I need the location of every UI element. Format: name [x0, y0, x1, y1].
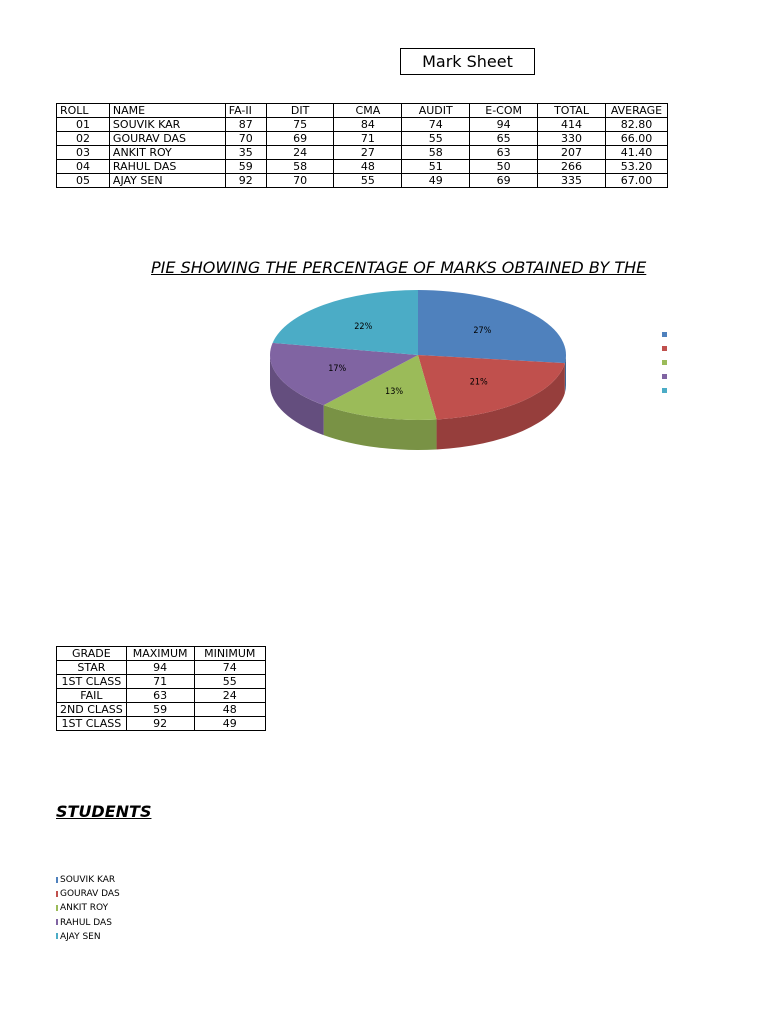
table-cell: 65: [470, 132, 538, 146]
pie-slice-label: 17%: [328, 363, 347, 374]
marks-table: [56, 103, 668, 188]
table-cell: 266: [538, 160, 606, 174]
table-cell: 01: [57, 118, 110, 132]
student-name: ANKIT ROY: [60, 903, 109, 914]
pie-slice-label: 13%: [385, 387, 404, 398]
table-cell: 03: [57, 146, 110, 160]
table-cell: 55: [402, 132, 470, 146]
table-cell: 63: [126, 689, 194, 703]
student-marker: [56, 905, 58, 911]
table-cell: 49: [194, 717, 265, 731]
table-cell: 67.00: [605, 174, 667, 188]
student-item: [56, 887, 120, 901]
table-cell: 48: [334, 160, 402, 174]
table-cell: 58: [402, 146, 470, 160]
table-cell: 58: [266, 160, 334, 174]
legend-swatch: [662, 374, 667, 379]
student-item: [56, 873, 120, 887]
table-header-row: [57, 104, 668, 118]
student-item: [56, 901, 120, 915]
table-cell: 82.80: [605, 118, 667, 132]
table-header-row: [57, 647, 266, 661]
table-cell: STAR: [57, 661, 127, 675]
student-name: SOUVIK KAR: [60, 875, 116, 885]
table-cell: 92: [126, 717, 194, 731]
students-heading: STUDENTS: [56, 802, 152, 821]
table-cell: 69: [266, 132, 334, 146]
student-name: RAHUL DAS: [60, 917, 112, 928]
student-marker: [56, 877, 58, 883]
students-list: [56, 873, 120, 944]
table-cell: 24: [194, 689, 265, 703]
table-cell: 49: [402, 174, 470, 188]
table-row: [57, 174, 668, 188]
table-cell: 66.00: [605, 132, 667, 146]
table-cell: 70: [266, 174, 334, 188]
header-cell: MINIMUM: [194, 647, 265, 661]
student-marker: [56, 919, 58, 925]
header-cell: MAXIMUM: [126, 647, 194, 661]
table-cell: 05: [57, 174, 110, 188]
table-cell: RAHUL DAS: [109, 160, 225, 174]
header-cell: NAME: [109, 104, 225, 118]
header-cell: E-COM: [470, 104, 538, 118]
table-cell: 70: [225, 132, 266, 146]
table-row: [57, 118, 668, 132]
header-cell: AVERAGE: [605, 104, 667, 118]
table-cell: 24: [266, 146, 334, 160]
pie-slice-label: 27%: [473, 326, 492, 337]
table-cell: 84: [334, 118, 402, 132]
pie-chart: [255, 280, 575, 490]
table-cell: 04: [57, 160, 110, 174]
table-cell: 51: [402, 160, 470, 174]
table-cell: 94: [126, 661, 194, 675]
table-cell: AJAY SEN: [109, 174, 225, 188]
table-cell: 69: [470, 174, 538, 188]
table-row: [57, 703, 266, 717]
table-cell: 2ND CLASS: [57, 703, 127, 717]
table-cell: 94: [470, 118, 538, 132]
header-cell: ROLL: [57, 104, 110, 118]
student-marker: [56, 891, 58, 897]
table-row: [57, 661, 266, 675]
table-cell: 50: [470, 160, 538, 174]
table-cell: 92: [225, 174, 266, 188]
table-cell: 207: [538, 146, 606, 160]
table-cell: 1ST CLASS: [57, 675, 127, 689]
legend-swatch: [662, 388, 667, 393]
chart-legend: [662, 332, 667, 402]
table-cell: 74: [194, 661, 265, 675]
student-name: GOURAV DAS: [60, 889, 120, 900]
table-cell: 74: [402, 118, 470, 132]
header-cell: GRADE: [57, 647, 127, 661]
table-cell: ANKIT ROY: [109, 146, 225, 160]
pie-slice-label: 22%: [354, 321, 373, 332]
header-cell: AUDIT: [402, 104, 470, 118]
table-cell: 41.40: [605, 146, 667, 160]
table-cell: 1ST CLASS: [57, 717, 127, 731]
student-marker: [56, 933, 58, 939]
table-cell: 335: [538, 174, 606, 188]
table-cell: 71: [126, 675, 194, 689]
table-cell: 63: [470, 146, 538, 160]
mark-sheet-title: Mark Sheet: [400, 48, 535, 75]
student-name: AJAY SEN: [60, 931, 101, 942]
table-cell: 59: [225, 160, 266, 174]
table-cell: GOURAV DAS: [109, 132, 225, 146]
table-cell: 35: [225, 146, 266, 160]
pie-slice: [418, 290, 566, 363]
table-cell: 71: [334, 132, 402, 146]
chart-title: PIE SHOWING THE PERCENTAGE OF MARKS OBTAINED BY THE: [151, 258, 647, 277]
table-cell: 87: [225, 118, 266, 132]
table-cell: 55: [194, 675, 265, 689]
grade-table: [56, 646, 266, 731]
table-row: [57, 132, 668, 146]
legend-swatch: [662, 360, 667, 365]
student-item: [56, 916, 120, 930]
table-cell: 59: [126, 703, 194, 717]
table-cell: 02: [57, 132, 110, 146]
header-cell: DIT: [266, 104, 334, 118]
table-cell: 48: [194, 703, 265, 717]
table-cell: 75: [266, 118, 334, 132]
table-cell: 27: [334, 146, 402, 160]
table-cell: 414: [538, 118, 606, 132]
header-cell: FA-II: [225, 104, 266, 118]
table-row: [57, 717, 266, 731]
legend-swatch: [662, 346, 667, 351]
header-cell: TOTAL: [538, 104, 606, 118]
header-cell: CMA: [334, 104, 402, 118]
legend-swatch: [662, 332, 667, 337]
table-row: [57, 675, 266, 689]
table-row: [57, 689, 266, 703]
table-cell: 53.20: [605, 160, 667, 174]
table-cell: SOUVIK KAR: [109, 118, 225, 132]
table-cell: FAIL: [57, 689, 127, 703]
pie-slice-label: 21%: [469, 377, 488, 388]
table-cell: 330: [538, 132, 606, 146]
table-row: [57, 146, 668, 160]
student-item: [56, 930, 120, 944]
table-cell: 55: [334, 174, 402, 188]
table-row: [57, 160, 668, 174]
